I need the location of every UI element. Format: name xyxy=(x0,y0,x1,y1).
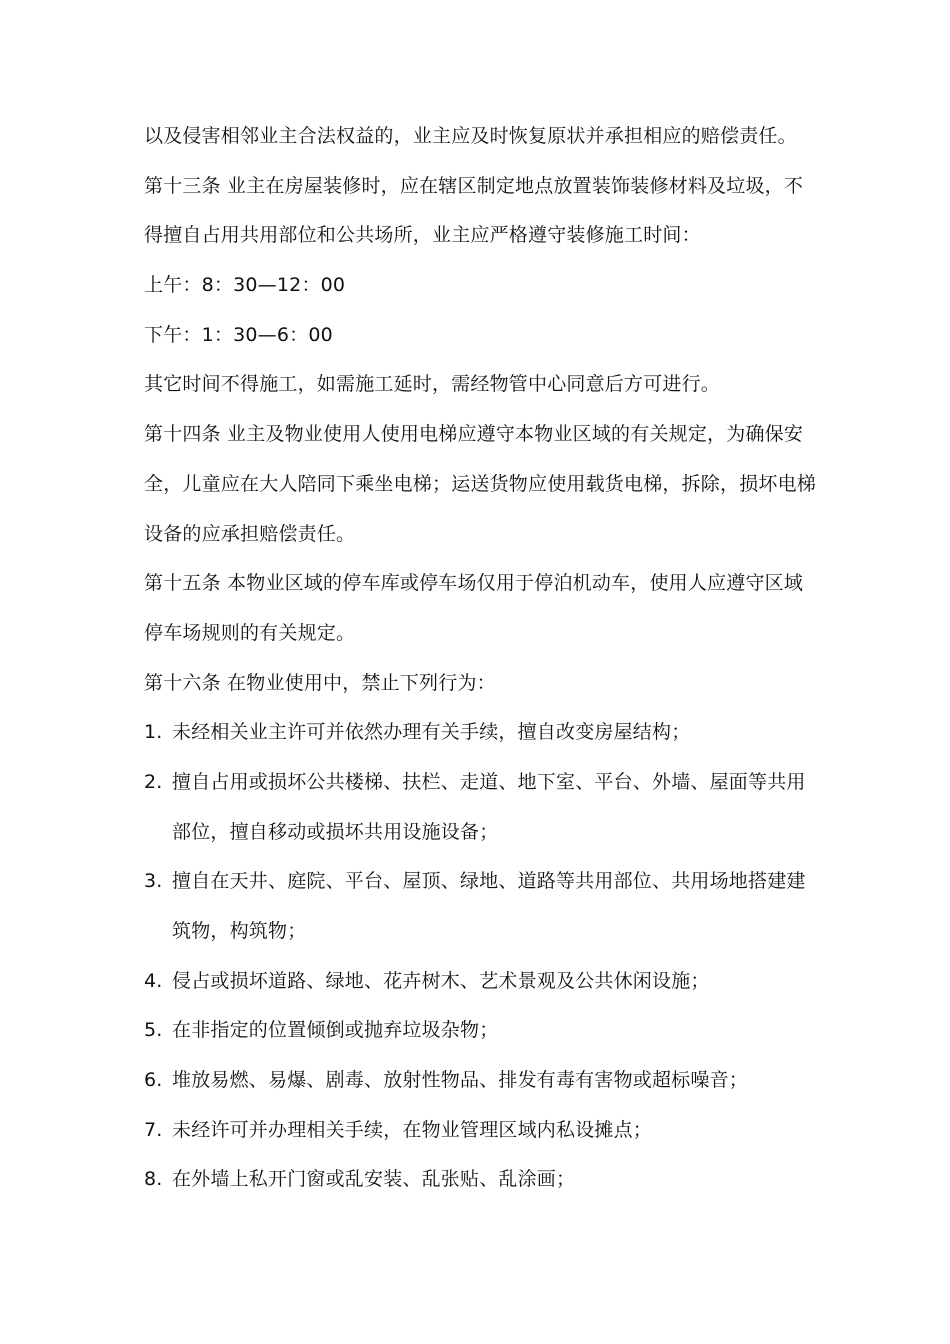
list-item-text: 在非指定的位置倾倒或抛弃垃圾杂物； xyxy=(172,1019,499,1042)
list-item-text: 堆放易燃、易爆、剧毒、放射性物品、排发有毒有害物或超标噪音； xyxy=(172,1069,749,1092)
list-item xyxy=(144,764,810,814)
list-item xyxy=(144,863,810,913)
list-item-text: 擅自在天井、庭院、平台、屋顶、绿地、道路等共用部位、共用场地搭建建 xyxy=(172,870,806,893)
paragraph-line: 停车场规则的有关规定。 xyxy=(144,621,356,644)
list-number: 3. xyxy=(144,870,163,893)
list-item-text: 未经相关业主许可并依然办理有关手续，擅自改变房屋结构； xyxy=(172,721,691,744)
article-16-line: 第十六条 在物业使用中，禁止下列行为： xyxy=(144,671,496,694)
article-13-line: 第十三条 业主在房屋装修时，应在辖区制定地点放置装饰装修材料及垃圾，不 xyxy=(144,174,804,197)
article-14-line: 第十四条 业主及物业使用人使用电梯应遵守本物业区域的有关规定，为确保安 xyxy=(144,423,804,446)
paragraph-line: 其它时间不得施工，如需施工延时，需经物管中心同意后方可进行。 xyxy=(144,373,721,396)
list-item-continuation: 筑物，构筑物； xyxy=(172,920,307,942)
list-item-text: 侵占或损坏道路、绿地、花卉树木、艺术景观及公共休闲设施； xyxy=(172,969,710,992)
paragraph-line: 设备的应承担赔偿责任。 xyxy=(144,522,356,545)
list-item xyxy=(144,1112,810,1162)
article-15-line: 第十五条 本物业区域的停车库或停车场仅用于停泊机动车，使用人应遵守区域 xyxy=(144,572,804,595)
list-item-continuation: 部位，擅自移动或损坏共用设施设备； xyxy=(172,820,499,843)
paragraph-line: 得擅自占用共用部位和公共场所，业主应严格遵守装修施工时间： xyxy=(144,224,701,247)
list-item xyxy=(144,963,810,1013)
list-item xyxy=(144,1161,810,1211)
list-number: 5. xyxy=(144,1019,163,1042)
list-number: 1. xyxy=(144,721,163,744)
list-number: 2. xyxy=(144,770,163,793)
document-body xyxy=(144,118,817,1211)
list-item xyxy=(144,1012,810,1062)
paragraph-line: 以及侵害相邻业主合法权益的，业主应及时恢复原状并承担相应的赔偿责任。 xyxy=(144,125,797,147)
list-item xyxy=(144,1062,810,1112)
afternoon-hours: 下午：1：30—6：00 xyxy=(144,323,333,346)
list-item-text: 未经许可并办理相关手续，在物业管理区域内私设摊点； xyxy=(172,1118,653,1141)
list-number: 4. xyxy=(144,969,163,992)
list-number: 7. xyxy=(144,1118,163,1141)
list-item xyxy=(144,714,810,764)
list-item-text: 在外墙上私开门窗或乱安装、乱张贴、乱涂画； xyxy=(172,1168,576,1191)
paragraph-line: 全，儿童应在大人陪同下乘坐电梯；运送货物应使用载货电梯，拆除，损坏电梯 xyxy=(144,472,817,495)
list-number: 6. xyxy=(144,1069,163,1092)
list-item-text: 擅自占用或损坏公共楼梯、扶栏、走道、地下室、平台、外墙、屋面等共用 xyxy=(172,770,806,793)
list-number: 8. xyxy=(144,1168,163,1191)
morning-hours: 上午：8：30—12：00 xyxy=(144,274,346,297)
